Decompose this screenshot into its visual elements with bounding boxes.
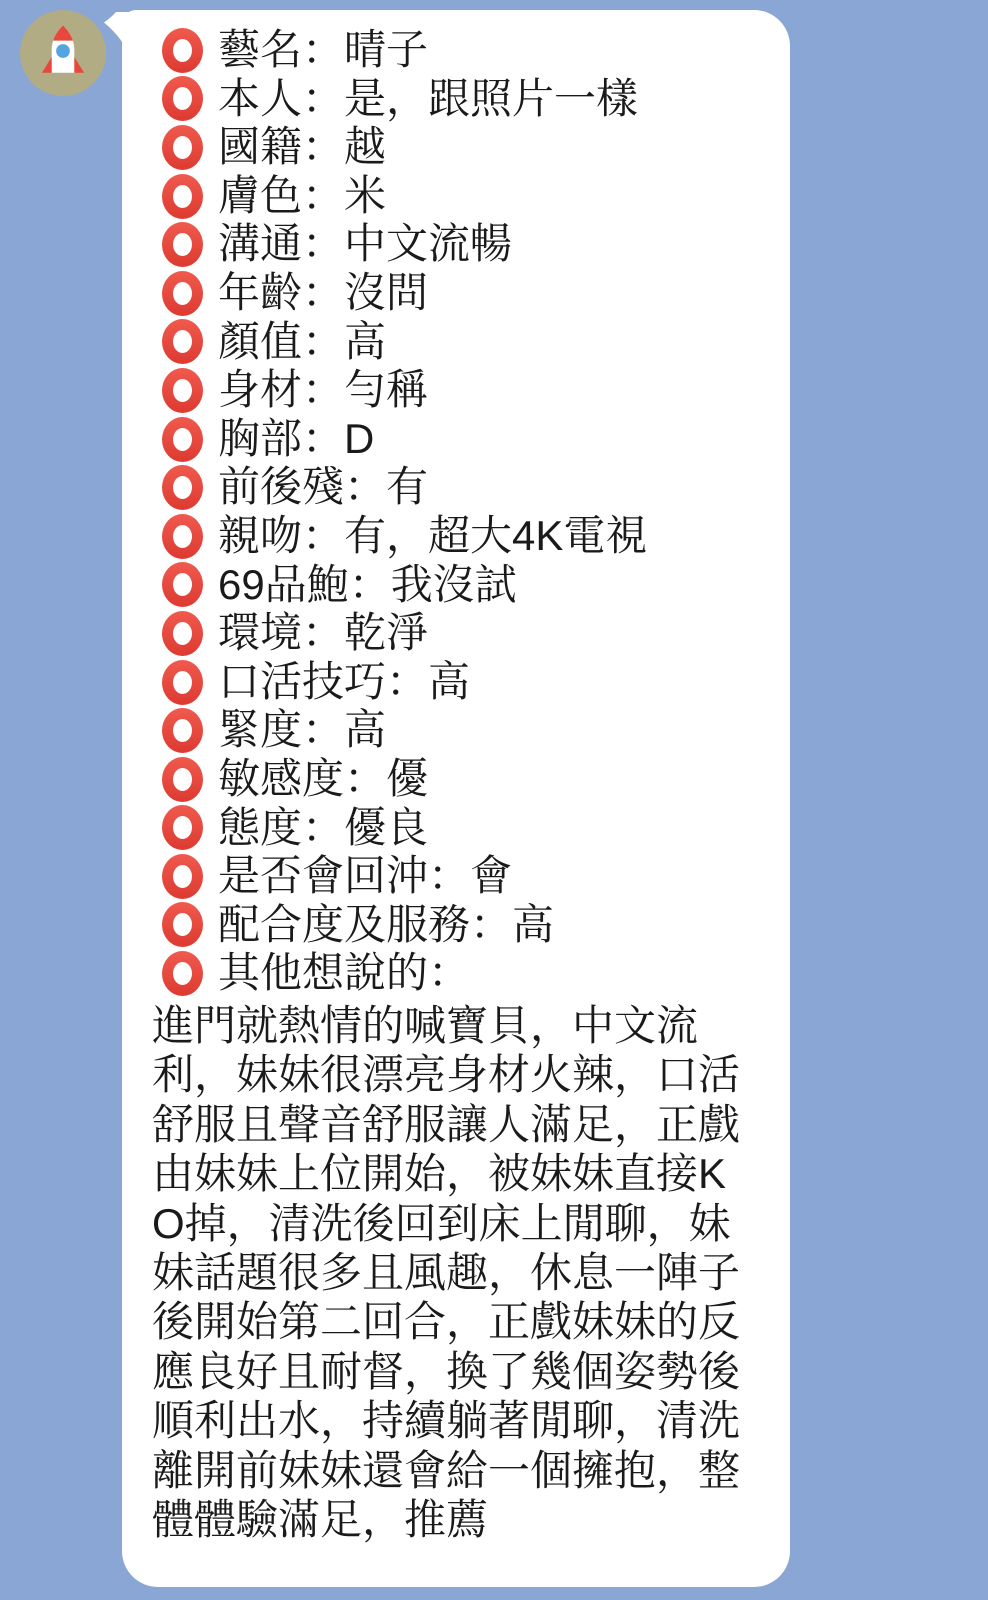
profile-item-text: 其他想說的： <box>218 949 471 997</box>
hollow-red-circle-icon <box>162 174 203 219</box>
hollow-red-circle-icon <box>162 757 203 802</box>
profile-item-text: 環境：乾淨 <box>218 609 429 657</box>
profile-item-text: 膚色：米 <box>218 171 387 219</box>
hollow-red-circle-icon <box>162 562 203 607</box>
hollow-red-circle-icon <box>162 902 203 947</box>
profile-item <box>162 463 750 512</box>
profile-item-text: 配合度及服務：高 <box>218 900 555 948</box>
profile-item-text: 69品鮑：我沒試 <box>218 560 517 608</box>
profile-list <box>152 26 750 998</box>
hollow-red-circle-icon <box>162 271 203 316</box>
review-paragraph: 進門就熱情的喊寶貝，中文流利，妹妹很漂亮身材火辣，口活舒服且聲音舒服讓人滿足，正戲由妹妹上位開始，被妹妹直接KO掉，清洗後回到床上閒聊，妹妹話題很多且風趣，休息一陣子後開始第二回合，正戲妹妹的反應良好且耐督，換了幾個姿勢後順利出水，持續躺著閒聊，清洗離開前妹妹還會給一個擁抱，整體體驗滿足，推薦 <box>152 1001 741 1543</box>
hollow-red-circle-icon <box>162 76 203 121</box>
profile-item <box>162 75 750 124</box>
hollow-red-circle-icon <box>162 951 203 996</box>
profile-item-text: 前後殘：有 <box>218 463 429 511</box>
profile-item <box>162 658 750 707</box>
profile-item <box>162 318 750 367</box>
profile-item-text: 本人：是，跟照片一樣 <box>218 74 639 122</box>
profile-item-text: 身材：勻稱 <box>218 366 429 414</box>
profile-item <box>162 26 750 75</box>
message-bubble[interactable] <box>122 10 790 1587</box>
profile-item <box>162 220 750 269</box>
profile-item-text: 藝名：晴子 <box>218 26 429 73</box>
hollow-red-circle-icon <box>162 125 203 170</box>
profile-item-text: 親吻：有，超大4K電視 <box>218 511 648 559</box>
profile-item <box>162 949 750 998</box>
profile-item <box>162 415 750 464</box>
bubble-tail <box>104 12 142 64</box>
profile-item-text: 緊度：高 <box>218 706 387 754</box>
hollow-red-circle-icon <box>162 854 203 899</box>
hollow-red-circle-icon <box>162 805 203 850</box>
hollow-red-circle-icon <box>162 514 203 559</box>
rocket-icon <box>39 24 87 82</box>
profile-item <box>162 172 750 221</box>
hollow-red-circle-icon <box>162 611 203 656</box>
profile-item-text: 口活技巧：高 <box>218 657 471 705</box>
profile-item <box>162 609 750 658</box>
profile-item-text: 胸部：D <box>218 414 375 462</box>
profile-item-text: 是否會回沖：會 <box>218 852 513 900</box>
profile-item <box>162 366 750 415</box>
hollow-red-circle-icon <box>162 417 203 462</box>
hollow-red-circle-icon <box>162 222 203 267</box>
profile-item-text: 敏感度：優 <box>218 754 429 802</box>
hollow-red-circle-icon <box>162 465 203 510</box>
profile-item-text: 溝通：中文流暢 <box>218 220 513 268</box>
hollow-red-circle-icon <box>162 319 203 364</box>
profile-item <box>162 804 750 853</box>
hollow-red-circle-icon <box>162 28 203 73</box>
profile-item-text: 顏值：高 <box>218 317 387 365</box>
profile-item-text: 年齡：沒問 <box>218 268 429 316</box>
profile-item-text: 態度：優良 <box>218 803 429 851</box>
profile-item <box>162 123 750 172</box>
profile-item <box>162 269 750 318</box>
profile-item <box>162 561 750 610</box>
avatar[interactable] <box>20 10 106 96</box>
profile-item <box>162 852 750 901</box>
profile-item <box>162 512 750 561</box>
profile-item <box>162 901 750 950</box>
hollow-red-circle-icon <box>162 368 203 413</box>
profile-item-text: 國籍：越 <box>218 123 387 171</box>
profile-item <box>162 755 750 804</box>
profile-item <box>162 706 750 755</box>
hollow-red-circle-icon <box>162 708 203 753</box>
hollow-red-circle-icon <box>162 660 203 705</box>
